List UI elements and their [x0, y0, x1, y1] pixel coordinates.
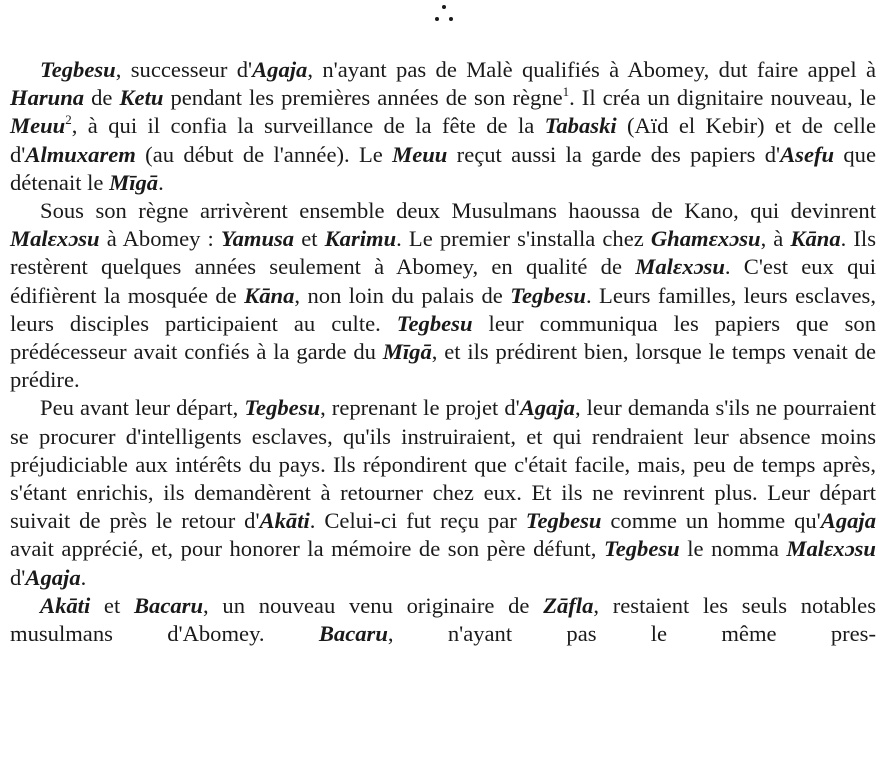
- text-run: , reprenant le projet d': [320, 395, 520, 421]
- text-run: (au début de l'année). Le: [135, 141, 393, 167]
- text-run: . C'est eux qui édifièrent la mosquée de: [10, 254, 877, 308]
- text-run: , à: [760, 226, 791, 252]
- italic-term: Tegbesu: [396, 310, 473, 336]
- three-dot-asterism-icon: [432, 2, 456, 24]
- italic-term: Karimu: [324, 226, 397, 252]
- italic-term: Agaja: [519, 395, 575, 421]
- ornament: [0, 0, 888, 30]
- paragraph-4: [10, 592, 876, 648]
- text-run: . Il créa un dignitaire nouveau, le: [569, 85, 877, 111]
- italic-term: Asefu: [780, 141, 835, 167]
- italic-term: Agaja: [25, 564, 81, 590]
- text-run: et: [90, 592, 134, 618]
- italic-term: Malɛxɔsu: [635, 254, 725, 280]
- text-run: , leur demanda s'ils ne pourraient se procurer d'intelligents esclaves, qu'ils instruiraient, et qui rendraient leur absence moins préjudiciable aux intérêts du pays. Ils répondirent que c'était facile, mais, peu de temps après, s'étant enrichis, ils demandèrent à retourner chez eux. Et ils ne revinrent plus. Leur départ suivait de près le retour d': [10, 395, 876, 534]
- text-run: avait apprécié, et, pour honorer la mémoire de son père défunt,: [10, 536, 604, 562]
- text-run: , successeur d': [115, 57, 253, 82]
- italic-term: Malɛxɔsu: [786, 536, 876, 562]
- text-run: (Aïd el Kebir) et de celle d': [10, 113, 876, 167]
- italic-term: Ketu: [119, 85, 164, 111]
- footnote-ref: 1: [562, 84, 570, 100]
- text-run: . Le premier s'installa chez: [396, 226, 651, 252]
- text-run: Peu avant leur départ,: [40, 395, 245, 421]
- text-run: pendant les premières années de son règne: [163, 85, 563, 111]
- text-run: Sous son règne arrivèrent ensemble deux Musulmans haoussa de Kano, qui devinrent: [40, 198, 876, 224]
- italic-term: Bacaru: [133, 592, 204, 618]
- italic-term: Tegbesu: [40, 57, 116, 82]
- italic-term: Agaja: [252, 57, 308, 82]
- text-run: . Celui-ci fut reçu par: [309, 508, 526, 534]
- italic-term: Kāna: [244, 282, 295, 308]
- italic-term: Mīgā: [109, 169, 159, 195]
- text-run: .: [80, 564, 87, 590]
- text-run: , un nouveau venu originaire de: [203, 592, 544, 618]
- italic-term: Tegbesu: [510, 282, 586, 308]
- text-run: . Ils restèrent quelques années seulement à Abomey, en qualité de: [10, 226, 876, 280]
- text-run: , n'ayant pas le même pres-: [387, 621, 876, 647]
- italic-term: Kāna: [790, 226, 841, 252]
- page-text: [10, 56, 876, 648]
- text-run: , à qui il confia la surveillance de la fête de la: [71, 113, 545, 139]
- italic-term: Agaja: [820, 508, 877, 534]
- italic-term: Mīgā: [382, 339, 432, 365]
- text-run: de: [84, 85, 120, 111]
- text-run: .: [158, 169, 164, 195]
- text-run: , restaient les seuls notables musulmans d'Abomey.: [10, 592, 877, 647]
- paragraph-1: [10, 56, 876, 197]
- paragraph-2: [10, 197, 876, 394]
- italic-term: Zāfla: [543, 592, 594, 618]
- italic-term: Meuu: [392, 141, 448, 167]
- paragraph-3: [10, 394, 876, 591]
- italic-term: Tegbesu: [603, 536, 680, 562]
- text-run: à Abomey :: [99, 226, 221, 252]
- italic-term: Haruna: [10, 85, 85, 111]
- text-run: leur communiqua les papiers que son prédécesseur avait confiés à la garde du: [10, 310, 876, 365]
- text-run: comme un homme qu': [601, 508, 821, 534]
- text-run: le nomma: [679, 536, 787, 562]
- italic-term: Bacaru: [318, 621, 388, 647]
- italic-term: Meuu: [10, 113, 66, 139]
- italic-term: Akāti: [259, 508, 310, 534]
- italic-term: Yamusa: [220, 226, 295, 252]
- italic-term: Almuxarem: [25, 141, 136, 167]
- italic-term: Ghamɛxɔsu: [650, 226, 761, 252]
- italic-term: Tegbesu: [244, 395, 321, 421]
- text-run: , n'ayant pas de Malè qualifiés à Abomey, dut faire appel à: [307, 57, 876, 82]
- text-run: reçut aussi la garde des papiers d': [447, 141, 781, 167]
- text-run: d': [10, 564, 26, 590]
- text-run: , non loin du palais de: [294, 282, 511, 308]
- italic-term: Akāti: [40, 592, 91, 618]
- italic-term: Malɛxɔsu: [10, 226, 100, 252]
- text-run: . Leurs familles, leurs esclaves, leurs disciples participaient au culte.: [10, 282, 876, 336]
- italic-term: Tegbesu: [525, 508, 602, 534]
- footnote-ref: 2: [65, 112, 72, 128]
- italic-term: Tabaski: [544, 113, 617, 139]
- text-run: et: [294, 226, 325, 252]
- text-run: , et ils prédirent bien, lorsque le temps venait de prédire.: [10, 339, 876, 393]
- text-run: que détenait le: [10, 141, 876, 195]
